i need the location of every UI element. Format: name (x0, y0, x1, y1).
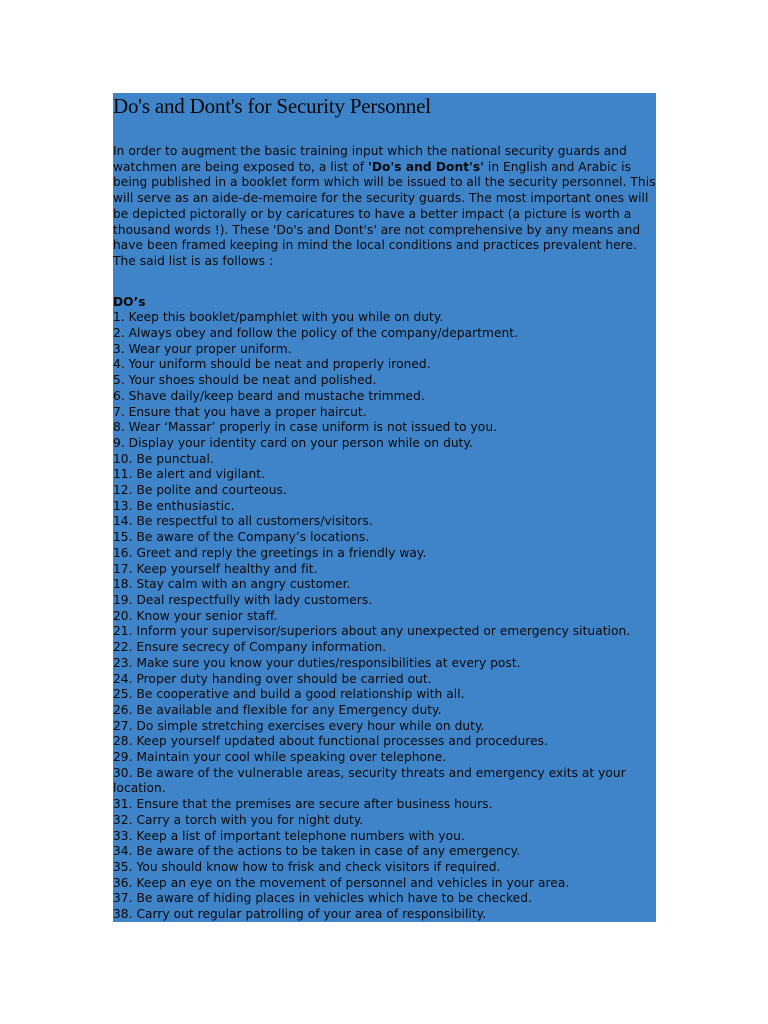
dos-list-item: 24. Proper duty handing over should be carried out. (113, 671, 432, 686)
dos-list-item: 20. Know your senior staff. (113, 608, 278, 623)
dos-list-item: 9. Display your identity card on your person while on duty. (113, 435, 473, 450)
dos-list-item: 6. Shave daily/keep beard and mustache trimmed. (113, 388, 425, 403)
dos-list-item: 3. Wear your proper uniform. (113, 341, 292, 356)
dos-list-item: 36. Keep an eye on the movement of personnel and vehicles in your area. (113, 875, 570, 890)
dos-list-item: 17. Keep yourself healthy and fit. (113, 561, 318, 576)
dos-list-item: 8. Wear ‘Massar’ properly in case uniform is not issued to you. (113, 420, 498, 435)
dos-list-item: 37. Be aware of hiding places in vehicles which have to be checked. (113, 891, 532, 906)
dos-heading: DO’s (113, 294, 146, 309)
dos-list (113, 310, 656, 922)
dos-list-item: 2. Always obey and follow the policy of the company/department. (113, 326, 519, 341)
dos-list-item: 30. Be aware of the vulnerable areas, security threats and emergency exits at your location. (113, 765, 626, 796)
intro-paragraph (113, 144, 656, 270)
dos-list-item: 35. You should know how to frisk and check visitors if required. (113, 859, 501, 874)
dos-list-item: 5. Your shoes should be neat and polished. (113, 373, 377, 388)
dos-list-item: 23. Make sure you know your duties/responsibilities at every post. (113, 655, 521, 670)
dos-list-item: 11. Be alert and vigilant. (113, 467, 266, 482)
dos-list-item: 16. Greet and reply the greetings in a friendly way. (113, 545, 427, 560)
intro-text-start: In order to augment the basic training input which the national security guards and watchmen are being exposed to, a list of (113, 144, 627, 174)
dos-list-item: 1. Keep this booklet/pamphlet with you while on duty. (113, 310, 444, 325)
intro-text-end: in English and Arabic is being published in a booklet form which will be issued to all the security personnel. This will serve as an aide-de-memoire for the security guards. The most important ones will be depicted pictorally or by caricatures to have a better impact (a picture is worth a thousand words !). These 'Do's and Dont's' are not comprehensive by any means and have been framed keeping in mind the local conditions and practices prevalent here. The said list is as follows : (113, 159, 656, 268)
document-body (113, 144, 656, 922)
dos-list-item: 13. Be enthusiastic. (113, 498, 235, 513)
dos-list-item: 38. Carry out regular patrolling of your area of responsibility. (113, 907, 487, 922)
dos-list-item: 31. Ensure that the premises are secure after business hours. (113, 797, 493, 812)
dos-list-item: 27. Do simple stretching exercises every hour while on duty. (113, 718, 485, 733)
dos-list-item: 10. Be punctual. (113, 451, 214, 466)
document-title: Do's and Dont's for Security Personnel (113, 94, 431, 118)
dos-list-item: 25. Be cooperative and build a good relationship with all. (113, 687, 465, 702)
dos-list-item: 4. Your uniform should be neat and properly ironed. (113, 357, 431, 372)
dos-list-item: 32. Carry a torch with you for night duty. (113, 812, 364, 827)
intro-bold-phrase: 'Do's and Dont's' (368, 159, 484, 174)
dos-list-item: 34. Be aware of the actions to be taken in case of any emergency. (113, 844, 521, 859)
document-content-block (113, 93, 656, 922)
dos-list-item: 28. Keep yourself updated about functional processes and procedures. (113, 734, 548, 749)
dos-list-item: 15. Be aware of the Company’s locations. (113, 530, 370, 545)
dos-list-item: 12. Be polite and courteous. (113, 483, 287, 498)
dos-list-item: 22. Ensure secrecy of Company information. (113, 640, 387, 655)
dos-list-item: 21. Inform your supervisor/superiors about any unexpected or emergency situation. (113, 624, 631, 639)
dos-list-item: 29. Maintain your cool while speaking over telephone. (113, 750, 447, 765)
dos-list-item: 7. Ensure that you have a proper haircut. (113, 404, 367, 419)
dos-list-item: 33. Keep a list of important telephone numbers with you. (113, 828, 465, 843)
dos-list-item: 18. Stay calm with an angry customer. (113, 577, 351, 592)
dos-list-item: 19. Deal respectfully with lady customers. (113, 592, 373, 607)
dos-list-item: 14. Be respectful to all customers/visitors. (113, 514, 373, 529)
dos-list-item: 26. Be available and flexible for any Emergency duty. (113, 702, 442, 717)
